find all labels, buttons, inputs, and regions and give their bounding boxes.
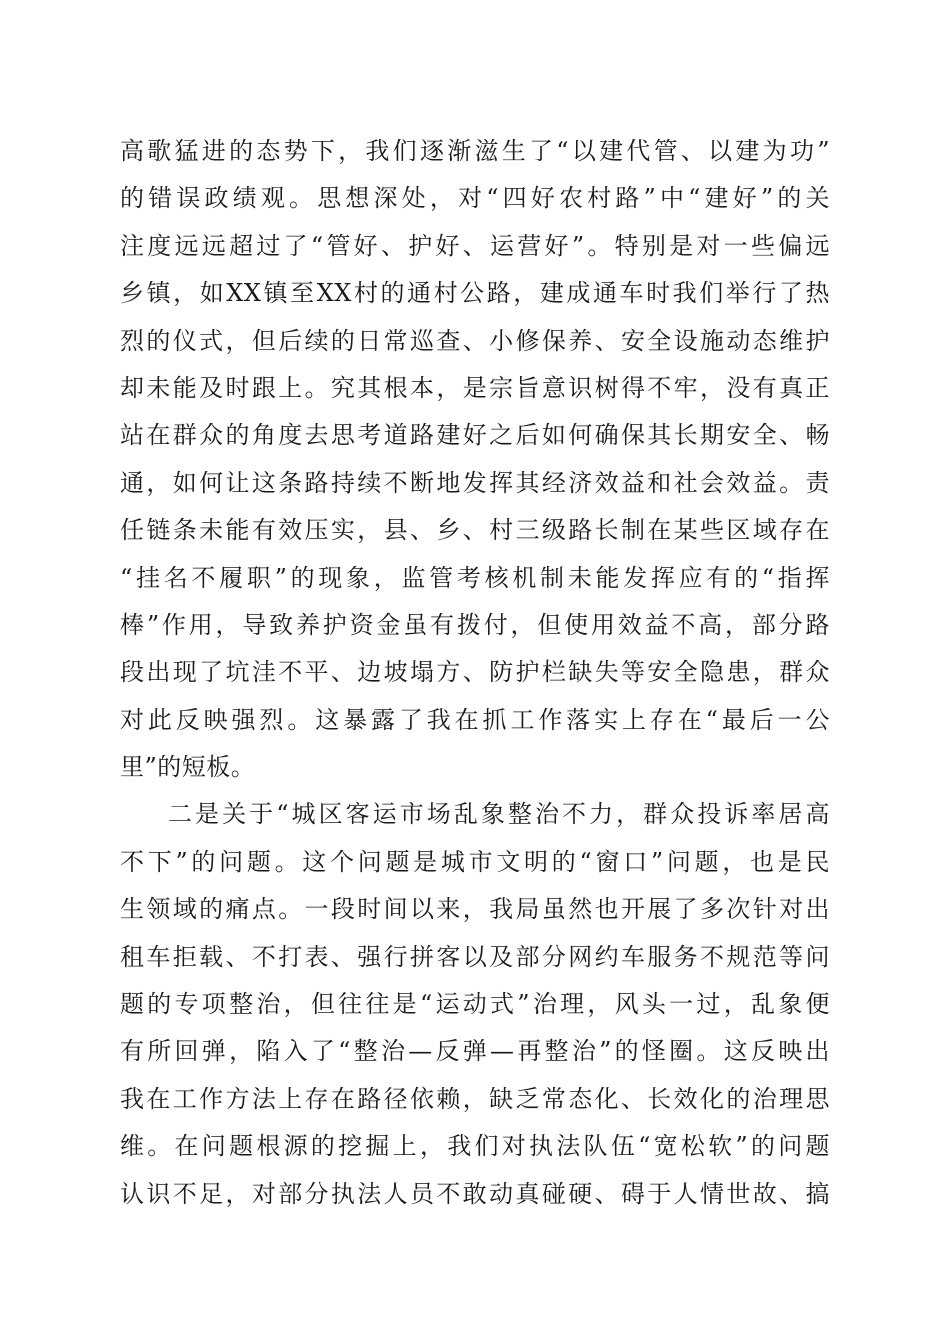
text-line: 任链条未能有效压实，县、乡、村三级路长制在某些区域存在 (120, 516, 830, 545)
text-line: 的错误政绩观。思想深处，对“四好农村路”中“建好”的关 (120, 184, 830, 213)
paragraph-2 (120, 791, 830, 1218)
text-line: 我在工作方法上存在路径依赖，缺乏常态化、长效化的治理思 (120, 1084, 830, 1113)
text-line: 题的专项整治，但往往是“运动式”治理，风头一过，乱象便 (120, 990, 830, 1019)
text-line: 烈的仪式，但后续的日常巡查、小修保养、安全设施动态维护 (120, 326, 830, 355)
text-line: 站在群众的角度去思考道路建好之后如何确保其长期安全、畅 (120, 421, 830, 450)
text-line: 注度远远超过了“管好、护好、运营好”。特别是对一些偏远 (120, 231, 830, 260)
text-line: 段出现了坑洼不平、边坡塌方、防护栏缺失等安全隐患，群众 (120, 658, 830, 687)
text-line: 二是关于“城区客运市场乱象整治不力，群众投诉率居高 (168, 800, 830, 829)
text-line: 有所回弹，陷入了“整治—反弹—再整治”的怪圈。这反映出 (120, 1037, 830, 1066)
text-line: 对此反映强烈。这暴露了我在抓工作落实上存在“最后一公 (120, 705, 830, 734)
text-line: “挂名不履职”的现象，监管考核机制未能发挥应有的“指挥 (120, 563, 830, 592)
text-line: 棒”作用，导致养护资金虽有拨付，但使用效益不高，部分路 (120, 610, 830, 639)
text-line: 租车拒载、不打表、强行拼客以及部分网约车服务不规范等问 (120, 942, 830, 971)
text-line: 不下”的问题。这个问题是城市文明的“窗口”问题，也是民 (120, 847, 830, 876)
body-text (120, 128, 830, 1218)
text-line: 却未能及时跟上。究其根本，是宗旨意识树得不牢，没有真正 (120, 373, 830, 402)
text-line: 生领域的痛点。一段时间以来，我局虽然也开展了多次针对出 (120, 895, 830, 924)
text-line: 认识不足，对部分执法人员不敢动真碰硬、碍于人情世故、搞 (120, 1179, 830, 1208)
text-line: 维。在问题根源的挖掘上，我们对执法队伍“宽松软”的问题 (120, 1132, 830, 1161)
paragraph-1 (120, 128, 830, 791)
text-line: 乡镇，如XX镇至XX村的通村公路，建成通车时我们举行了热 (120, 279, 830, 308)
text-line: 里”的短板。 (120, 753, 256, 782)
text-line: 高歌猛进的态势下，我们逐渐滋生了“以建代管、以建为功” (120, 137, 830, 165)
text-line: 通，如何让这条路持续不断地发挥其经济效益和社会效益。责 (120, 468, 830, 497)
